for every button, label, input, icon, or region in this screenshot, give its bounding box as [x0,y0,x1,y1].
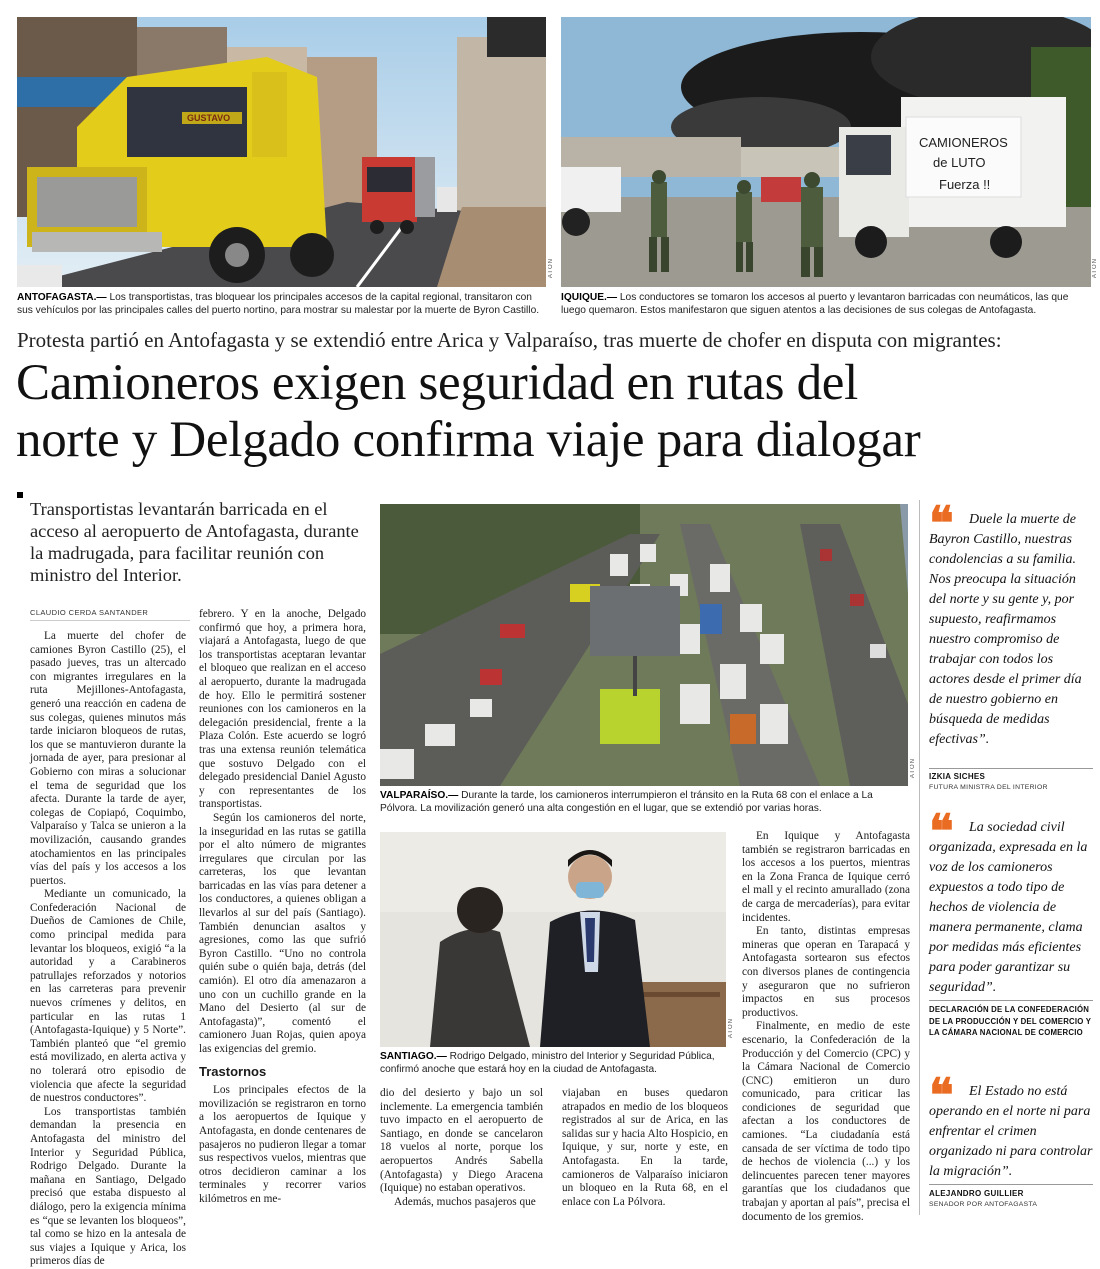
banner-line1: CAMIONEROS [919,135,1008,150]
quote-guillier-name: ALEJANDRO GUILLIER [929,1189,1024,1198]
photo-antofagasta-trucks [17,17,546,287]
article-column-4 [562,1087,728,1209]
sidebar-divider [919,500,920,1215]
caption-valparaiso-text: Durante la tarde, los camioneros interrumpieron el tránsito en la Ruta 68 con el enlace a La Pólvora. La movilización generó una alta congestión en el lugar, que se extendió por varias horas. [380,790,873,814]
truck-name-text: GUSTAVO [187,113,231,123]
byline-rule [30,620,190,621]
caption-antofagasta-label: ANTOFAGASTA.— [17,292,107,303]
article-column-3 [380,1087,543,1209]
col2-paragraph-2: Según los camioneros del norte, la inseguridad en las rutas se gatilla por el alto número de migrantes irregulares que circulan por las carreteras, los que levantan barricadas en las vías para detener a los conductores, a quienes obligan a llevarlos al sur del país (Santiago). También denuncian asaltos y agresiones, como las que sufrió Byron Castillo. “Uno no controla quién sube o quién baja, detrás (del camión). El otro día amenazaron a uno con un cuchillo grande en la Mano del Desierto (al sur de Antofagasta)”, comentó el camionero Juan Rojas, quien apoya las exigencias del gremio. [199,811,366,1055]
quote-guillier-role: SENADOR POR ANTOFAGASTA [929,1201,1038,1208]
col4-paragraph-1: viajaban en buses quedaron atrapados en medio de los bloqueos registrados al sur de Arica, en las salidas sur y hacia Alto Hospicio, en Iquique, y sur, norte y este, en Antofagasta. En la tarde, camioneros de Valparaíso iniciaron un bloqueo en la Ruta 68, en el enlace con La Pólvora. [562,1087,728,1208]
quote-cpc-cnc-source: DECLARACIÓN DE LA CONFEDERACIÓN DE LA PRODUCCIÓN Y DEL COMERCIO Y LA CÁMARA NACIONAL DE COMERCIO [929,1005,1091,1037]
col1-paragraph-2: Mediante un comunicado, la Confederación Nacional de Dueños de Camiones de Chile, como principal medida para levantar los bloqueos, exigió “a la autoridad y a Carabineros patrullajes reforzados y notorios en las carreteras para prevenir nuevos crímenes y delitos, en particular en las rutas 1 (Antofagasta-Iquique) y 5 Norte”. También planteó que “el gremio está movilizado, en alerta activa y no tolerará otro episodio de violencia que afecte la seguridad de nuestros conductores”. [30,888,186,1105]
article-deck: Transportistas levantarán barricada en el acceso al aeropuerto de Antofagasta, durante la madrugada, para facilitar reunión con ministro del Interior. [30,499,359,585]
caption-iquique-label: IQUIQUE.— [561,292,618,303]
caption-valparaiso [380,789,910,815]
col2-paragraph-3: Los principales efectos de la movilización se registraron en torno a los aeropuertos de Iquique y Antofagasta, en donde centenares de pasajeros no pudieron llegar a tomar sus respectivos vuelos, mientras que otros decidieron caminar a los terminales y recorrer varios kilómetros en me- [199,1084,366,1205]
headline-line-2: norte y Delgado confirma viaje para dialogar [16,412,921,468]
quote-guillier: El Estado no está operando en el norte ni para enfrentar el crimen organizado ni para controlar la migración”. [929,1084,1093,1179]
article-column-1 [30,630,186,1269]
col3-paragraph-2: Además, muchos pasajeros que [394,1195,536,1208]
banner-line2: de LUTO [933,155,986,170]
col1-paragraph-3: Los transportistas también demandan la presencia en Antofagasta del ministro del Interior y Seguridad Pública, Rodrigo Delgado. Durante la mañana en Santiago, Delgado precisó que estaba dispuesto al diálogo, pero la exigencia mínima es “que se levanten los bloqueos”, tal como se hizo en la antesala de sus viajes a Iquique y Arica, los primeros días de [30,1105,186,1268]
caption-iquique [561,291,1091,317]
col1-paragraph-1: La muerte del chofer de camiones Byron Castillo (25), el pasado jueves, tras un altercado con migrantes irregulares en la ruta Mejillones-Antofagasta, generó una reacción en cadena de sus colegas, quienes minutos más tarde iniciaron bloqueos de rutas, los que se mantuvieron durante la jornada de ayer, para presionar al Gobierno con miras a solucionar el tema de seguridad que los afecta. Durante la tarde de ayer, colegas de Copiapó, Coquimbo, Valparaíso y Talca se unieron a la movilización, causando grandes atochamientos en las principales vías del país y los accesos a los puertos. [30,630,186,887]
quote-siches: Duele la muerte de Bayron Castillo, nuestras condolencias a su familia. Nos preocupa la situación del norte y su gente y, por supuesto, reafirmamos nuestro compromiso de trabajar con todos los actores desde el primer día de nuestro gobierno en búsqueda de medidas efectivas”. [929,512,1082,747]
article-column-5 [742,830,910,1224]
col5-paragraph-3: Finalmente, en medio de este escenario, la Confederación de la Producción y del Comercio (CPC) y la Cámara Nacional de Comercio (CNC) emitieron un duro comunicado, para criticar las condiciones de seguridad que afectan a los conductores de camiones. “La ciudadanía está cansada de ser víctima de todo tipo de hechos de violencia (...) y los delincuentes parecen tener mayores garantías que los ciudadanos que trabajan y aportan al país”, precisa el documento de los gremios. [742,1020,910,1223]
photo-credit-santiago: ATON [728,1018,734,1039]
quote-cpc-cnc: La sociedad civil organizada, expresada en la voz de los camioneros expuestos a todo tipo de hechos de violencia de manera permanente, clama por medidas más eficientes para poder garantizar su seguridad”. [929,820,1088,995]
caption-valparaiso-label: VALPARAÍSO.— [380,790,459,801]
col3-paragraph-1: dio del desierto y bajo un sol inclemente. La emergencia también tuvo impacto en el aeropuerto de Santiago, en donde se cancelaron 18 vuelos al norte, porque los aeropuertos Andrés Sabella (Antofagasta) y Diego Aracena (Iquique) no estaban operativos. [380,1087,543,1195]
caption-santiago-label: SANTIAGO.— [380,1051,447,1062]
caption-antofagasta [17,291,547,317]
quote-2-rule [929,1000,1093,1001]
deck-bullet [17,492,23,498]
caption-iquique-text: Los conductores se tomaron los accesos al puerto y levantaron barricadas con neumáticos, las que luego quemaron. Estos manifestaron que siguen atentos a las decisiones de sus colegas de Antofagasta. [561,292,1069,316]
col5-paragraph-1: En Iquique y Antofagasta también se registraron barricadas en los accesos a los puertos, mientras en la Zona Franca de Iquique cerró el mall y el recinto amurallado (zona de carga de mercaderías), para evitar incidentes. [742,830,910,924]
article-column-2 [199,608,366,1207]
caption-santiago [380,1050,730,1076]
photo-valparaiso-traffic [380,504,908,786]
col5-paragraph-2: En tanto, distintas empresas mineras que operan en Tarapacá y Antofagasta sortearon sus efectos con diversos planes de contingencia y aseguraron que no sufrieron impactos en sus procesos productivos. [742,925,910,1019]
photo-credit-antofagasta: ATON [548,258,554,279]
quote-mark-icon: ❝ [929,1070,954,1121]
photo-credit-iquique: ATON [1092,258,1098,279]
photo-credit-valparaiso: ATON [910,758,916,779]
col2-paragraph-1: febrero. Y en la anoche, Delgado confirmó que hoy, a primera hora, viajará a Antofagasta, luego de que los transportistas aceptaran levantar el bloqueo que realizan en el acceso al aeropuerto, durante la madrugada de hoy. Ello le permitirá sostener reuniones con los camioneros en la delegación presidencial, frente a la Plaza Colón. Este acuerdo se logró tras una extensa reunión telemática que sostuvo Delgado con el delegado presidencial Daniel Agusto y con representantes de los transportistas. [199,608,366,811]
quote-siches-role: FUTURA MINISTRA DEL INTERIOR [929,784,1048,791]
article-headline [16,355,1096,469]
caption-antofagasta-text: Los transportistas, tras bloquear los principales accesos de la capital regional, transitaron con sus vehículos por las principales calles del puerto nortino, para mostrar su malestar por la muerte de Byron Castillo. [17,292,540,316]
banner-line3: Fuerza !! [939,177,991,192]
article-byline: CLAUDIO CERDA SANTANDER [30,608,149,617]
article-kicker: Protesta partió en Antofagasta y se extendió entre Arica y Valparaíso, tras muerte de chofer en disputa con migrantes: [17,328,1002,352]
photo-santiago-minister [380,832,726,1047]
quote-1-rule [929,768,1093,769]
quote-siches-name: IZKIA SICHES [929,772,986,781]
subhead-trastornos: Trastornos [199,1063,267,1079]
quote-mark-icon: ❝ [929,498,954,549]
headline-line-1: Camioneros exigen seguridad en rutas del [16,355,859,411]
caption-santiago-text: Rodrigo Delgado, ministro del Interior y Seguridad Pública, confirmó anoche que estará hoy en la ciudad de Antofagasta. [380,1051,715,1075]
photo-iquique-barricade [561,17,1091,287]
quote-mark-icon: ❝ [929,806,954,857]
quote-3-rule [929,1184,1093,1185]
